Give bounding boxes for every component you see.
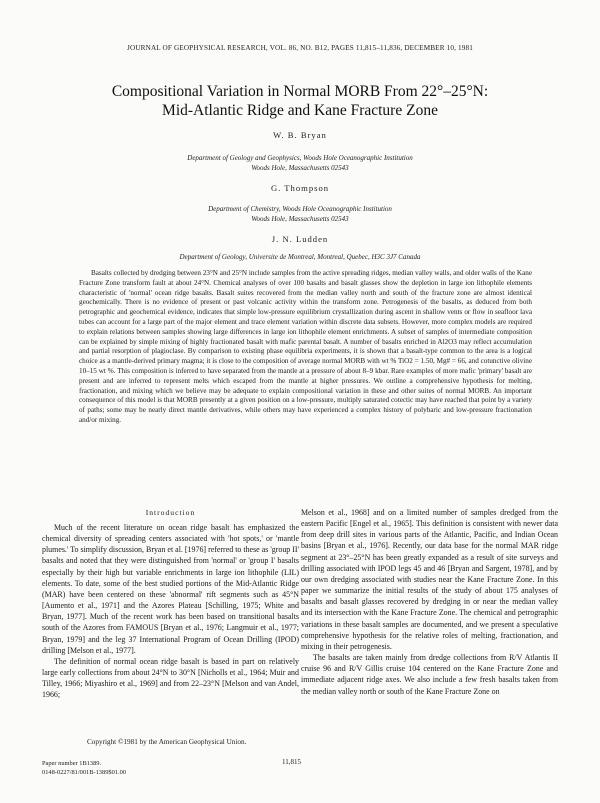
section-heading: Introduction — [145, 508, 196, 517]
footer-info — [42, 760, 126, 777]
author-affiliation — [0, 252, 600, 262]
paper-title — [40, 82, 560, 120]
page-number: 11,815 — [282, 758, 301, 766]
author-name: W. B. Bryan — [273, 130, 327, 140]
affiliation-line: Department of Geology and Geophysics, Woods Hole Oceanographic Institution — [187, 154, 413, 162]
author-name: J. N. Ludden — [271, 234, 329, 244]
affiliation-line: Woods Hole, Massachusetts 02543 — [251, 164, 349, 172]
copyright-notice: Copyright ©1981 by the American Geophysical Union. — [87, 738, 247, 746]
author-name: G. Thompson — [270, 183, 330, 193]
title-line-1: Compositional Variation in Normal MORB From 22°–25°N: — [111, 83, 489, 100]
issn-line: 0148-0227/81/001B-1389$01.00 — [42, 768, 126, 776]
paper-number: Paper number 1B1389. — [42, 760, 102, 767]
author-affiliation — [0, 204, 600, 224]
paragraph: The basalts are taken mainly from dredge collections from R/V Atlantis II cruise 96 and R/V Gillis cruise 104 centered on the Kane Fracture Zone and immediate adjacent ridge axes. We also include a few fresh basalts taken from the median valley north or south of the Kane Fracture Zone on — [301, 653, 558, 696]
author-affiliation — [0, 153, 600, 173]
affiliation-line: Department of Geology, Universite de Montreal, Montreal, Quebec, H3C 3J7 Canada — [179, 253, 421, 261]
left-column — [42, 522, 299, 701]
affiliation-line: Department of Chemistry, Woods Hole Oceanographic Institution — [208, 205, 392, 213]
paragraph: Melson et al., 1968] and on a limited number of samples dredged from the eastern Pacific [Engel et al., 1965]. This definition is consistent with newer data from deep drill sites in various parts of the Atlantic, Pacific, and Indian Ocean basins [Bryan et al., 1976]. Recently, our data base for the normal MAR ridge segment at 23°–25°N has been greatly expanded as a result of site surveys and drilling associated with IPOD legs 45 and 46 [Bryan and Sargent, 1978], and by our own dredging associated with studies near the Kane Fracture Zone. In this paper we summarize the initial results of the study of about 175 analyses of basalts and basalt glasses recovered by dredging in or near the median valley and its intersection with the Kane Fracture Zone. The chemical and petrographic variations in these basalt samples are documented, and we present a speculative comprehensive hypothesis for the relative roles of melting, fractionation, and mixing in their petrogenesis. — [301, 508, 558, 651]
affiliation-line: Woods Hole, Massachusetts 02543 — [251, 215, 349, 223]
journal-header: JOURNAL OF GEOPHYSICAL RESEARCH, VOL. 86, NO. B12, PAGES 11,815–11,836, DECEMBER 10, 1981 — [127, 44, 473, 52]
title-line-2: Mid-Atlantic Ridge and Kane Fracture Zone — [162, 102, 438, 119]
paragraph: The definition of normal ocean ridge basalt is based in part on relatively large early collections from about 24°N to 30°N [Nicholls et al., 1964; Muir and Tilley, 1966; Miyashiro et al., 1969] and from 22–23°N [Melson and van Andel, 1966; — [42, 656, 299, 700]
abstract: Basalts collected by dredging between 23°N and 25°N include samples from the active spreading ridges, median valley walls, and older walls of the Kane Fracture Zone transform fault at about 24°N. Chemical analyses of over 100 basalts and basalt glasses show the depletion in large ion lithophile elements characteristic of 'normal' ocean ridge basalts. Basalt suites recovered from the median valley north and south of the fracture zone are almost identical geochemically. There is no evidence of present or past volcanic activity within the transform zone. Petrogenesis of the basalts, as deduced from both petrographic and geochemical evidence, indicates that simple low-pressure equilibrium crystallization during ascent in shallow vents or flow in seafloor lava tubes can account for a large part of the major element and trace element variation within discrete data subsets. However, more complex models are required to explain relations between samples showing large differences in large ion lithophile element enrichments. A subset of samples of intermediate composition can be explained by simple mixing of highly fractionated basalt with mafic parental basalt. A number of basalts enriched in Al2O3 may reflect accumulation and partial resorption of plagioclase. By comparison to existing phase equilibria experiments, it is shown that a basalt-type common to the area is a logical choice as a mantle-derived primary magma; it is close to the composition of average normal MORB with wt % TiO2 = 1.50, Mg# = 66, and cotunctive olivine 10–15 wt %. This composition is inferred to have separated from the mantle at a pressure of about 8–9 kbar. Rare examples of more mafic 'primary' basalt are present and are inferred to represent melts which escaped from the mantle at higher pressures. We outline a comprehensive hypothesis for melting, fractionation, and mixing which we believe may be adequate to explain compositional variation in these and other suites of normal MORB. An important consequence of this model is that MORB presently at a given position on a low-pressure, multiply saturated cotectic may have reached that point by a variety of paths; some may be nearly direct mantle derivatives, while others may have experienced a complex history of polybaric and low-pressure fractionation and/or mixing. — [79, 269, 532, 424]
right-column — [301, 507, 558, 697]
paragraph: Much of the recent literature on ocean ridge basalt has emphasized the chemical diversity of spreading centers associated with 'hot spots,' or 'mantle plumes.' To simplify discussion, Bryan et al. [1976] referred to these as 'group II' basalts and noted that they were distinguished from 'normal' or 'group I' basalts especially by their high but variable enrichments in large ion lithophile (LIL) elements. To date, some of the best studied portions of the Mid-Atlantic Ridge (MAR) have been centered on these 'abnormal' rift segments such as 45°N [Aumento et al., 1971] and the Azores Plateau [Schilling, 1975; White and Bryan, 1977]. Much of the recent work has been based on transitional basalts south of the Azores from FAMOUS [Bryan et al., 1976; Langmuir et al., 1977; Bryan, 1979] and the leg 37 International Program of Ocean Drilling (IPOD) drilling [Melson et al., 1977]. — [42, 523, 299, 655]
